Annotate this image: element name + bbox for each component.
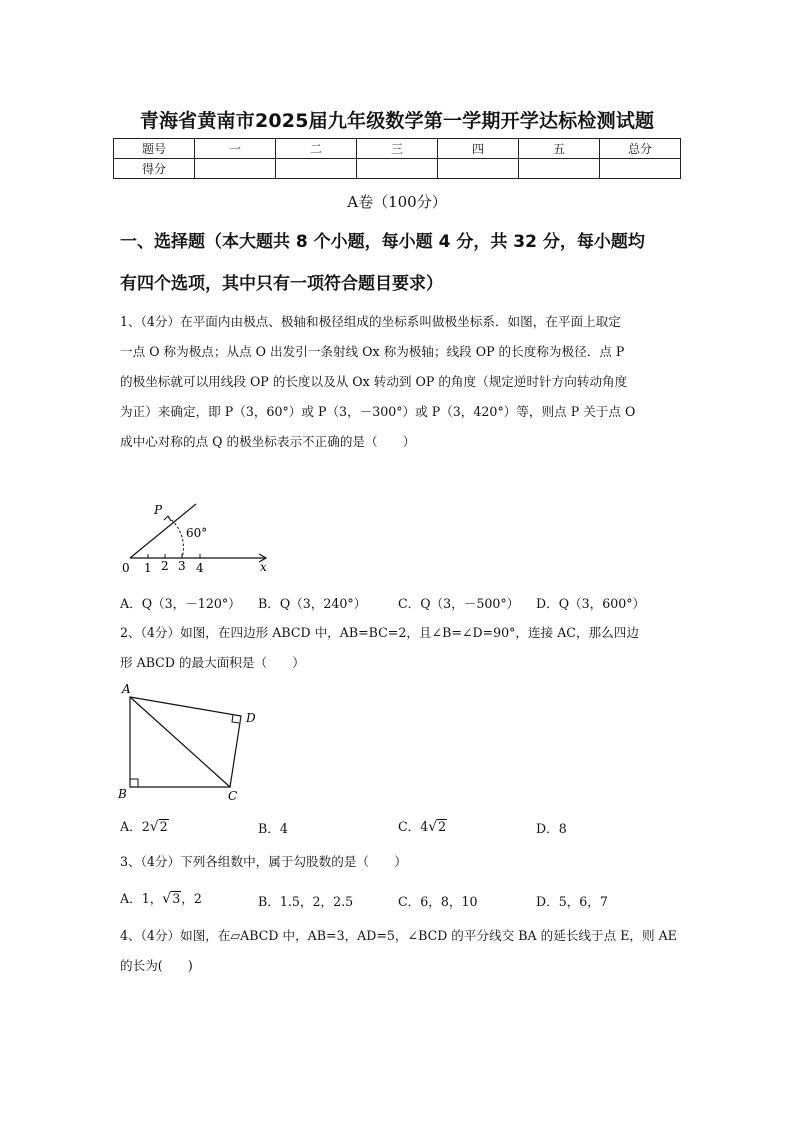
score-header-cell: 五: [519, 139, 600, 159]
q1-option-b: B．Q（3，240°）: [258, 596, 367, 611]
q3-option-b: B．1.5，2，2.5: [258, 894, 354, 909]
q2-option-d: D．8: [536, 821, 567, 836]
q2-option-c-radicand: 2: [438, 819, 447, 834]
diagonal-ac: [130, 697, 230, 787]
q2-option-a-text: A．2: [120, 819, 150, 834]
arc-arrow-icon: [164, 516, 171, 521]
axis-x-label: x: [260, 560, 267, 574]
sqrt-icon: √: [162, 891, 172, 907]
q3-option-c: C．6，8，10: [398, 894, 478, 909]
q1-polar-figure: [115, 496, 275, 578]
q1-option-c: C．Q（3，－500°）: [398, 596, 520, 611]
q2-option-a: [120, 816, 169, 835]
vertex-a-label: A: [122, 682, 131, 696]
score-cell: [195, 159, 276, 179]
q1-option-a: A．Q（3，－120°）: [120, 596, 241, 611]
tick-label: 1: [144, 561, 152, 575]
score-cell: [438, 159, 519, 179]
score-cell: [600, 159, 681, 179]
q1-line: 一点 O 称为极点；从点 O 出发引一条射线 Ox 称为极轴；线段 OP 的长度称为极径．点 P: [120, 344, 625, 359]
section-heading-line2: 有四个选项，其中只有一项符合题目要求）: [120, 274, 443, 294]
vertex-c-label: C: [228, 789, 238, 803]
section-heading-line1: 一、选择题（本大题共 8 个小题，每小题 4 分，共 32 分，每小题均: [120, 232, 645, 252]
q1-option-d: D．Q（3，600°）: [536, 596, 646, 611]
q3-option-a-radicand: 3: [172, 891, 181, 906]
q2-option-a-radicand: 2: [159, 819, 168, 834]
q2-option-c-text: C．4: [398, 819, 429, 834]
angle-label: 60°: [186, 526, 208, 540]
q1-line: 成中心对称的点 Q 的极坐标表示不正确的是（ ）: [120, 434, 416, 449]
vertex-d-label: D: [246, 711, 256, 725]
score-table: [113, 138, 681, 179]
right-angle-b-icon: [130, 779, 138, 787]
score-table-score-row: [114, 159, 681, 179]
sqrt-icon: √: [149, 819, 159, 835]
exam-title: 青海省黄南市2025届九年级数学第一学期开学达标检测试题: [139, 110, 655, 132]
score-cell: [519, 159, 600, 179]
q3-line: 3、（4分）下列各组数中，属于勾股数的是（ ）: [120, 854, 407, 869]
angle-arc: [168, 517, 183, 558]
q2-option-b: B．4: [258, 821, 288, 836]
score-header-cell: 三: [357, 139, 438, 159]
q4-line: 的长为( ): [120, 958, 193, 973]
q3-option-a-text: A．1，: [120, 891, 163, 906]
q2-line: 形 ABCD 的最大面积是（ ）: [120, 655, 305, 670]
q1-line: 的极坐标就可以用线段 OP 的长度以及从 Ox 转动到 OP 的角度（规定逆时针方向转动角度: [120, 374, 628, 389]
q3-option-d: D．5，6，7: [536, 894, 608, 909]
score-cell: [276, 159, 357, 179]
score-header-cell: 总分: [600, 139, 681, 159]
q3-option-a-suffix: ，2: [181, 891, 202, 906]
q1-line: 1、（4分）在平面内由极点、极轴和极径组成的坐标系叫做极坐标系．如图，在平面上取定: [120, 314, 621, 329]
score-table-header-row: [114, 139, 681, 159]
quadrilateral-abcd: [130, 697, 241, 787]
paper-label: A卷（100分）: [347, 193, 447, 211]
score-row-label: 得分: [114, 159, 195, 179]
score-header-cell: 一: [195, 139, 276, 159]
score-header-cell: 题号: [114, 139, 195, 159]
q2-option-c: [398, 816, 447, 835]
q1-line: 为正）来确定，即 P（3，60°）或 P（3，－300°）或 P（3，420°）等，则点 P 关于点 O: [120, 404, 636, 419]
vertex-b-label: B: [118, 787, 127, 801]
tick-label: 3: [178, 559, 186, 573]
q2-quadrilateral-figure: [112, 680, 272, 804]
score-header-cell: 四: [438, 139, 519, 159]
right-angle-d-icon: [232, 715, 239, 723]
tick-label: 0: [122, 561, 130, 575]
point-p-label: P: [154, 503, 163, 517]
tick-label: 2: [161, 559, 169, 573]
q3-option-a: [120, 888, 202, 907]
score-header-cell: 二: [276, 139, 357, 159]
tick-label: 4: [196, 561, 204, 575]
q4-line: 4、（4分）如图，在▱ABCD 中，AB=3，AD=5，∠BCD 的平分线交 BA 的延长线于点 E，则 AE: [120, 928, 677, 943]
score-cell: [357, 159, 438, 179]
q2-line: 2、（4分）如图，在四边形 ABCD 中，AB=BC=2，且∠B=∠D=90°，连接 AC，那么四边: [120, 625, 639, 640]
sqrt-icon: √: [428, 819, 438, 835]
